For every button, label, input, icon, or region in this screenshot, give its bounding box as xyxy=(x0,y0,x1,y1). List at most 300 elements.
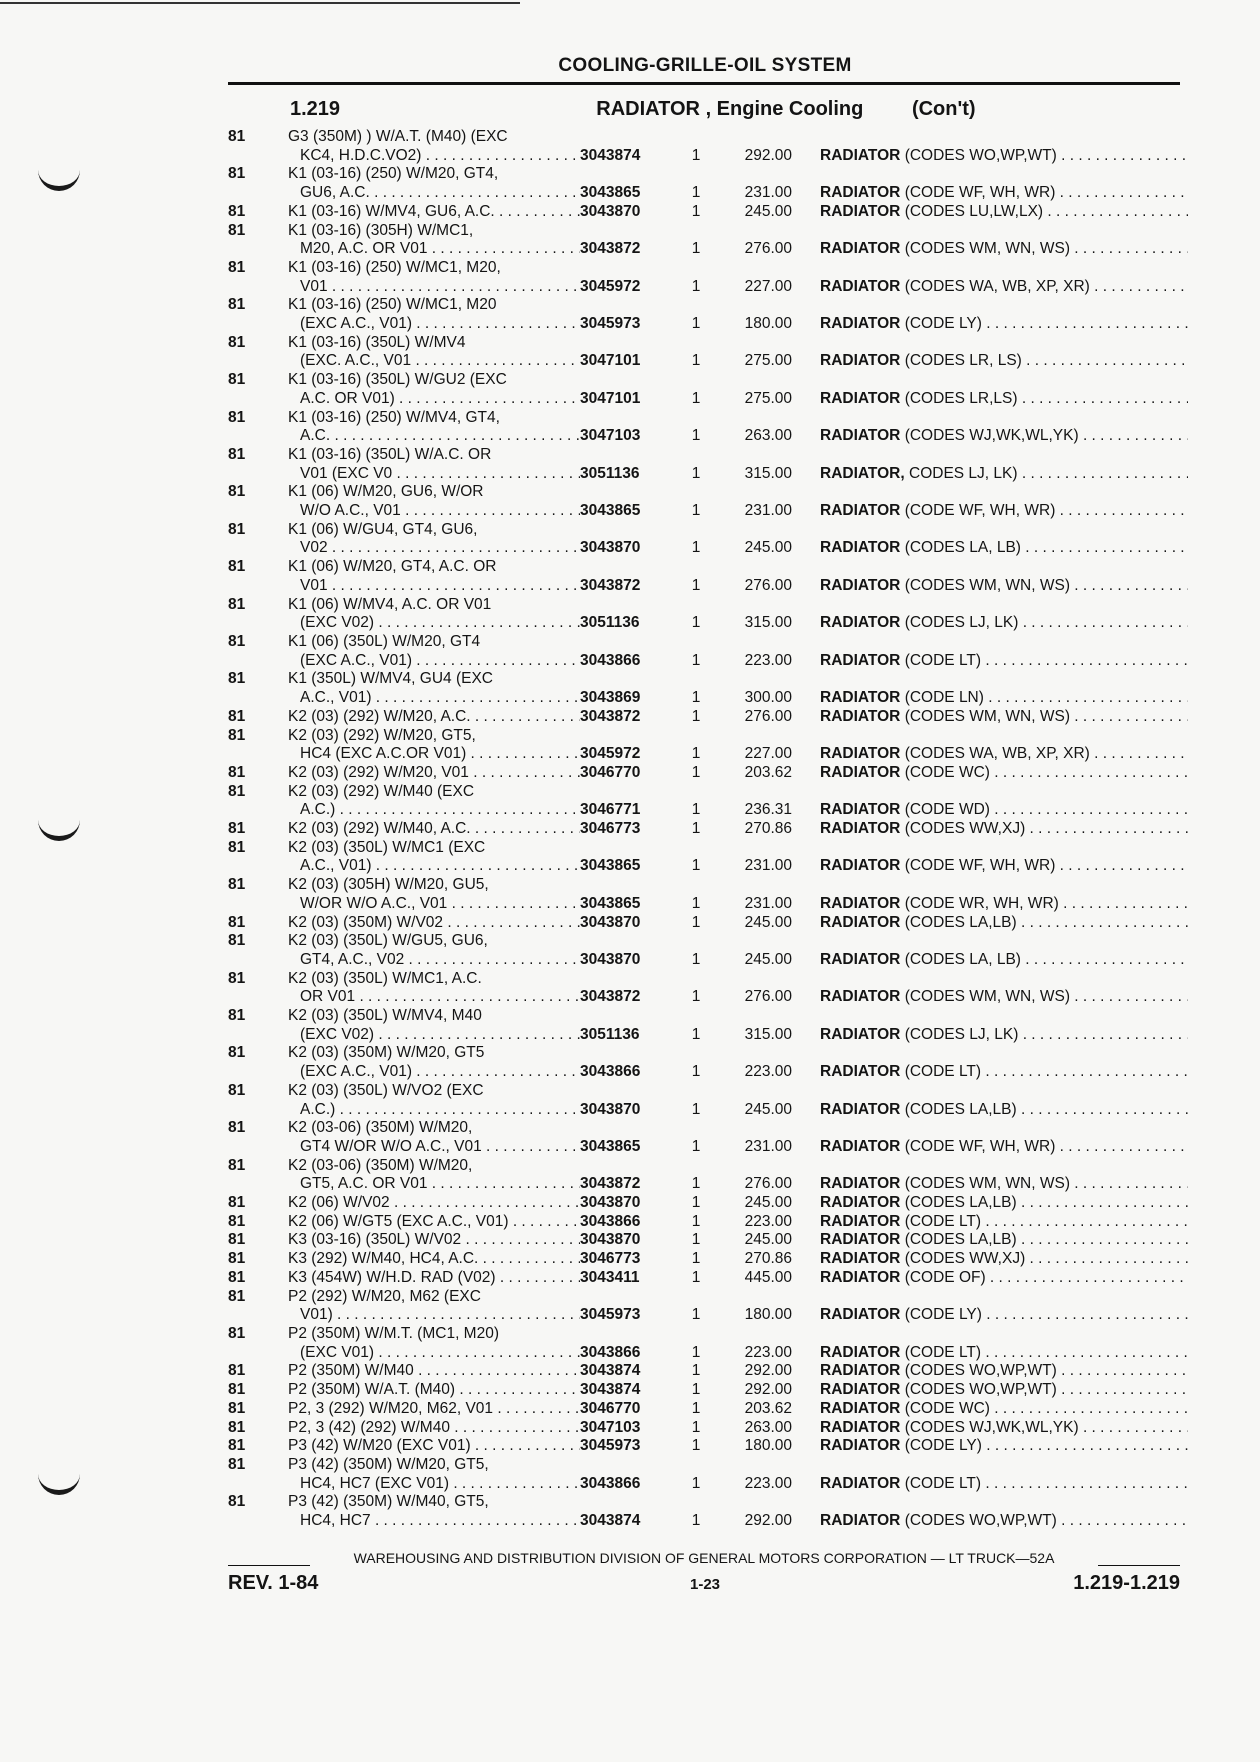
description-line: K2 (03) (350M) W/V02 . . . xyxy=(288,914,580,933)
item-name xyxy=(820,240,1188,259)
description-line: M20, A.C. OR V01 . . . xyxy=(288,240,580,259)
usage-description xyxy=(288,558,580,595)
price: 236.31 xyxy=(744,801,792,819)
group-number: 81 xyxy=(228,763,246,781)
usage-description xyxy=(288,764,580,783)
parts-list-row xyxy=(220,558,1190,595)
usage-description xyxy=(288,1231,580,1250)
item-codes: (CODE LT) xyxy=(904,1063,982,1081)
description-line: K1 (06) W/MV4, A.C. OR V01 xyxy=(288,595,492,613)
group-number: 81 xyxy=(228,221,246,239)
price: 231.00 xyxy=(744,502,792,520)
description-line: K1 (03-16) (350L) W/MV4 xyxy=(288,333,466,351)
group-number: 81 xyxy=(228,1194,246,1212)
price: 245.00 xyxy=(744,1100,792,1118)
parts-list-row xyxy=(220,727,1190,764)
parts-list-row xyxy=(220,1231,1190,1250)
group-number: 81 xyxy=(228,1156,246,1174)
usage-description xyxy=(288,521,580,558)
description-line: (EXC V01) . . . xyxy=(288,1344,580,1363)
item-codes: (CODES LJ, LK) xyxy=(904,1025,1019,1043)
description-line: K1 (03-16) (350L) W/A.C. OR xyxy=(288,445,492,463)
usage-description xyxy=(288,371,580,408)
description-line: V02 . . . xyxy=(288,539,580,558)
price: 245.00 xyxy=(744,202,792,220)
item-label: RADIATOR xyxy=(820,1025,901,1043)
description-line: W/OR W/O A.C., V01 . . . xyxy=(288,895,580,914)
usage-description xyxy=(288,783,580,820)
section-name: RADIATOR xyxy=(596,98,700,120)
item-name xyxy=(820,502,1188,521)
part-number: 3043872 xyxy=(580,707,641,725)
price: 300.00 xyxy=(744,689,792,707)
description-line: K2 (03) (292) W/M40 (EXC xyxy=(288,782,475,800)
item-label: RADIATOR xyxy=(820,240,901,258)
description-line: A.C., V01) . . . xyxy=(288,857,580,876)
item-label: RADIATOR xyxy=(820,801,901,819)
usage-description xyxy=(288,596,580,633)
item-label: RADIATOR xyxy=(820,988,901,1006)
item-label: RADIATOR xyxy=(820,1437,901,1455)
usage-description xyxy=(288,128,580,165)
parts-list-row xyxy=(220,128,1190,165)
item-label: RADIATOR xyxy=(820,1343,901,1361)
quantity: 1 xyxy=(691,894,701,912)
item-label: RADIATOR, xyxy=(820,464,905,482)
item-codes: (CODES LA,LB) xyxy=(904,913,1017,931)
group-number: 81 xyxy=(228,1212,246,1230)
usage-description xyxy=(288,203,580,222)
item-label: RADIATOR xyxy=(820,1100,901,1118)
section-continued: (Con't) xyxy=(911,98,976,120)
item-codes: (CODE WF, WH, WR) xyxy=(904,857,1056,875)
group-number: 81 xyxy=(228,1493,246,1511)
item-name xyxy=(820,1194,1188,1213)
part-number: 3043865 xyxy=(580,502,641,520)
item-codes: (CODE LY) xyxy=(904,1306,982,1324)
quantity: 1 xyxy=(691,389,701,407)
item-name xyxy=(820,708,1188,727)
item-name xyxy=(820,914,1188,933)
description-line: K2 (03) (350L) W/GU5, GU6, xyxy=(288,932,488,950)
item-codes: (CODES LA, LB) xyxy=(904,950,1021,968)
usage-description xyxy=(288,1119,580,1156)
item-codes: (CODES WM, WN, WS) xyxy=(904,988,1070,1006)
description-line: HC4 (EXC A.C.OR V01) . . . xyxy=(288,745,580,764)
quantity: 1 xyxy=(691,464,701,482)
item-codes: (CODES LA,LB) xyxy=(904,1194,1017,1212)
item-codes: (CODES WO,WP,WT) xyxy=(904,1512,1057,1530)
item-label: RADIATOR xyxy=(820,913,901,931)
price: 276.00 xyxy=(744,988,792,1006)
quantity: 1 xyxy=(691,1399,701,1417)
quantity: 1 xyxy=(691,202,701,220)
usage-description xyxy=(288,259,580,296)
description-line: P3 (42) W/M20 (EXC V01) . . . xyxy=(288,1437,580,1456)
usage-description xyxy=(288,1400,580,1419)
quantity: 1 xyxy=(691,1231,701,1249)
part-number: 3046770 xyxy=(580,1399,641,1417)
description-line: K2 (03) (350L) W/MV4, M40 xyxy=(288,1007,482,1025)
description-line: P2, 3 (42) (292) W/M40 . . . xyxy=(288,1419,580,1438)
usage-description xyxy=(288,1493,580,1530)
description-line: OR V01 . . . xyxy=(288,988,580,1007)
price: 275.00 xyxy=(744,389,792,407)
part-number: 3047101 xyxy=(580,352,641,370)
item-name xyxy=(820,857,1188,876)
item-name xyxy=(820,1381,1188,1400)
part-number: 3046770 xyxy=(580,763,641,781)
price: 245.00 xyxy=(744,913,792,931)
quantity: 1 xyxy=(691,689,701,707)
parts-list-row xyxy=(220,876,1190,913)
item-name xyxy=(820,1475,1188,1494)
usage-description xyxy=(288,839,580,876)
item-label: RADIATOR xyxy=(820,651,901,669)
parts-list-row xyxy=(220,1437,1190,1456)
group-number: 81 xyxy=(228,1044,246,1062)
item-name xyxy=(820,1419,1188,1438)
group-number: 81 xyxy=(228,520,246,538)
description-line: (EXC V02) . . . xyxy=(288,614,580,633)
item-label: RADIATOR xyxy=(820,707,901,725)
description-line: P3 (42) (350M) W/M40, GT5, xyxy=(288,1493,489,1511)
description-line: K3 (454W) W/H.D. RAD (V02) . . . xyxy=(288,1269,580,1288)
price: 231.00 xyxy=(744,894,792,912)
item-name xyxy=(820,352,1188,371)
price: 223.00 xyxy=(744,1474,792,1492)
item-name xyxy=(820,539,1188,558)
quantity: 1 xyxy=(691,184,701,202)
price: 292.00 xyxy=(744,1381,792,1399)
group-number: 81 xyxy=(228,445,246,463)
part-number: 3043870 xyxy=(580,913,641,931)
item-name xyxy=(820,203,1188,222)
item-codes: (CODE LY) xyxy=(904,1437,982,1455)
price: 445.00 xyxy=(744,1268,792,1286)
item-label: RADIATOR xyxy=(820,1250,901,1268)
parts-list-row xyxy=(220,970,1190,1007)
description-line: K2 (03) (350L) W/VO2 (EXC xyxy=(288,1081,484,1099)
description-line: K2 (03) (350L) W/MC1, A.C. xyxy=(288,969,482,987)
parts-list-row xyxy=(220,1419,1190,1438)
quantity: 1 xyxy=(691,1418,701,1436)
parts-list-row xyxy=(220,1082,1190,1119)
parts-list-row xyxy=(220,334,1190,371)
part-number: 3043866 xyxy=(580,1343,641,1361)
usage-description xyxy=(288,914,580,933)
item-name xyxy=(820,1063,1188,1082)
item-label: RADIATOR xyxy=(820,502,901,520)
parts-list-row xyxy=(220,1493,1190,1530)
part-number: 3043866 xyxy=(580,1063,641,1081)
item-codes: (CODES LJ, LK) xyxy=(904,614,1019,632)
group-number: 81 xyxy=(228,1437,246,1455)
group-number: 81 xyxy=(228,1325,246,1342)
item-codes: (CODE WF, WH, WR) xyxy=(904,502,1056,520)
item-label: RADIATOR xyxy=(820,277,901,295)
parts-list-row xyxy=(220,1044,1190,1081)
part-number: 3043874 xyxy=(580,146,641,164)
description-line: K1 (03-16) (350L) W/GU2 (EXC xyxy=(288,371,507,389)
usage-description xyxy=(288,1007,580,1044)
part-number: 3043870 xyxy=(580,950,641,968)
quantity: 1 xyxy=(691,1137,701,1155)
description-line: K2 (03) (350L) W/MC1 (EXC xyxy=(288,838,486,856)
parts-list-row xyxy=(220,1194,1190,1213)
quantity: 1 xyxy=(691,651,701,669)
description-line: V01 . . . xyxy=(288,278,580,297)
part-number: 3043870 xyxy=(580,1231,641,1249)
part-number: 3043865 xyxy=(580,857,641,875)
group-number: 81 xyxy=(228,1119,246,1137)
parts-list-row xyxy=(220,1007,1190,1044)
part-number: 3046773 xyxy=(580,820,641,838)
parts-list-row xyxy=(220,783,1190,820)
item-label: RADIATOR xyxy=(820,146,901,164)
item-label: RADIATOR xyxy=(820,1306,901,1324)
parts-list-row xyxy=(220,371,1190,408)
usage-description xyxy=(288,1213,580,1232)
item-label: RADIATOR xyxy=(820,1212,901,1230)
description-line: P2 (350M) W/A.T. (M40) . . . xyxy=(288,1381,580,1400)
price: 223.00 xyxy=(744,1212,792,1230)
description-line: P3 (42) (350M) W/M20, GT5, xyxy=(288,1455,489,1473)
binder-hole-mark xyxy=(38,808,80,841)
group-number: 81 xyxy=(228,258,246,276)
quantity: 1 xyxy=(691,240,701,258)
quantity: 1 xyxy=(691,1194,701,1212)
header-rule xyxy=(228,82,1180,85)
usage-description xyxy=(288,670,580,707)
description-line: A.C. OR V01) . . . xyxy=(288,390,580,409)
item-codes: (CODES LA,LB) xyxy=(904,1231,1017,1249)
parts-list-row xyxy=(220,596,1190,633)
description-line: HC4, HC7 . . . xyxy=(288,1512,580,1531)
price: 263.00 xyxy=(744,427,792,445)
price: 315.00 xyxy=(744,1025,792,1043)
price: 292.00 xyxy=(744,146,792,164)
group-number: 81 xyxy=(228,595,246,613)
item-codes: (CODES WA, WB, XP, XR) xyxy=(904,277,1090,295)
part-number: 3045972 xyxy=(580,745,641,763)
part-number: 3043874 xyxy=(580,1381,641,1399)
item-codes: (CODES LA, LB) xyxy=(904,539,1021,557)
group-number: 81 xyxy=(228,1362,246,1380)
item-name xyxy=(820,1250,1188,1269)
description-line: K1 (03-16) W/MV4, GU6, A.C. . . . xyxy=(288,203,580,222)
description-line: A.C., V01) . . . xyxy=(288,689,580,708)
quantity: 1 xyxy=(691,1381,701,1399)
item-name xyxy=(820,764,1188,783)
quantity: 1 xyxy=(691,820,701,838)
price: 203.62 xyxy=(744,1399,792,1417)
group-number: 81 xyxy=(228,165,246,183)
part-number: 3045973 xyxy=(580,315,641,333)
description-line: A.C.) . . . xyxy=(288,1101,580,1120)
item-codes: (CODE LT) xyxy=(904,651,982,669)
item-codes: CODES LJ, LK) xyxy=(909,464,1018,482)
description-line: K1 (03-16) (250) W/MC1, M20, xyxy=(288,258,501,276)
price: 203.62 xyxy=(744,763,792,781)
section-subtitle: , Engine Cooling xyxy=(705,98,864,120)
description-line: K2 (06) W/GT5 (EXC A.C., V01) . . . xyxy=(288,1213,580,1232)
item-name xyxy=(820,1101,1188,1120)
parts-list-row xyxy=(220,839,1190,876)
item-codes: (CODES WO,WP,WT) xyxy=(904,1362,1057,1380)
group-number: 81 xyxy=(228,969,246,987)
usage-description xyxy=(288,1437,580,1456)
price: 270.86 xyxy=(744,820,792,838)
price: 276.00 xyxy=(744,240,792,258)
item-label: RADIATOR xyxy=(820,389,901,407)
part-number: 3043872 xyxy=(580,988,641,1006)
description-line: K2 (03) (292) W/M20, GT5, xyxy=(288,726,476,744)
item-codes: (CODES WM, WN, WS) xyxy=(904,240,1070,258)
item-label: RADIATOR xyxy=(820,352,901,370)
description-line: K2 (03) (292) W/M40, A.C. . . . xyxy=(288,820,580,839)
description-line: (EXC A.C., V01) . . . xyxy=(288,652,580,671)
quantity: 1 xyxy=(691,1474,701,1492)
parts-list-row xyxy=(220,914,1190,933)
price: 180.00 xyxy=(744,1437,792,1455)
price: 223.00 xyxy=(744,1343,792,1361)
description-line: K1 (06) W/GU4, GT4, GU6, xyxy=(288,520,478,538)
description-line: (EXC A.C., V01) . . . xyxy=(288,1063,580,1082)
quantity: 1 xyxy=(691,1268,701,1286)
quantity: 1 xyxy=(691,315,701,333)
item-label: RADIATOR xyxy=(820,1512,901,1530)
parts-list-row xyxy=(220,1119,1190,1156)
description-line: V01 (EXC V0 . . . xyxy=(288,465,580,484)
group-number: 81 xyxy=(228,1455,246,1473)
item-name xyxy=(820,465,1188,484)
description-line: K1 (03-16) (250) W/MC1, M20 xyxy=(288,296,497,314)
binder-hole-mark xyxy=(38,158,80,191)
quantity: 1 xyxy=(691,539,701,557)
price: 223.00 xyxy=(744,651,792,669)
item-codes: (CODE WF, WH, WR) xyxy=(904,1137,1056,1155)
group-number: 81 xyxy=(228,913,246,931)
description-line: K3 (03-16) (350L) W/V02 . . . xyxy=(288,1231,580,1250)
item-label: RADIATOR xyxy=(820,576,901,594)
parts-list-row xyxy=(220,1288,1190,1325)
description-line: A.C. . . . xyxy=(288,427,580,446)
part-number: 3043872 xyxy=(580,576,641,594)
page-top-edge xyxy=(0,2,520,4)
item-name xyxy=(820,745,1188,764)
description-line: K1 (03-16) (250) W/M20, GT4, xyxy=(288,165,499,183)
description-line: (EXC A.C., V01) . . . xyxy=(288,315,580,334)
part-number: 3045973 xyxy=(580,1437,641,1455)
item-name xyxy=(820,1362,1188,1381)
group-number: 81 xyxy=(228,483,246,501)
parts-list-row xyxy=(220,259,1190,296)
description-line: (EXC V02) . . . xyxy=(288,1026,580,1045)
item-label: RADIATOR xyxy=(820,1474,901,1492)
usage-description xyxy=(288,1419,580,1438)
group-number: 81 xyxy=(228,558,246,576)
item-label: RADIATOR xyxy=(820,315,901,333)
item-label: RADIATOR xyxy=(820,427,901,445)
group-number: 81 xyxy=(228,932,246,950)
item-codes: (CODES WM, WN, WS) xyxy=(904,707,1070,725)
description-line: V01 . . . xyxy=(288,577,580,596)
price: 315.00 xyxy=(744,614,792,632)
quantity: 1 xyxy=(691,1362,701,1380)
item-name xyxy=(820,689,1188,708)
item-name xyxy=(820,801,1188,820)
item-codes: (CODES WM, WN, WS) xyxy=(904,576,1070,594)
item-name xyxy=(820,1026,1188,1045)
usage-description xyxy=(288,1250,580,1269)
quantity: 1 xyxy=(691,1343,701,1361)
description-line: GT4 W/OR W/O A.C., V01 . . . xyxy=(288,1138,580,1157)
usage-description xyxy=(288,820,580,839)
part-number: 3047103 xyxy=(580,427,641,445)
item-codes: (CODE LY) xyxy=(904,315,982,333)
usage-description xyxy=(288,1157,580,1194)
item-name xyxy=(820,184,1188,203)
price: 276.00 xyxy=(744,1175,792,1193)
price: 263.00 xyxy=(744,1418,792,1436)
item-name xyxy=(820,1437,1188,1456)
parts-list-row xyxy=(220,670,1190,707)
description-line: K1 (03-16) (250) W/MV4, GT4, xyxy=(288,408,500,426)
description-line: K2 (03) (292) W/M20, A.C. . . . xyxy=(288,708,580,727)
item-name xyxy=(820,1213,1188,1232)
section-heading xyxy=(290,98,976,121)
item-codes: (CODE WC) xyxy=(904,763,990,781)
part-number: 3043866 xyxy=(580,1474,641,1492)
part-number: 3043865 xyxy=(580,184,641,202)
price: 292.00 xyxy=(744,1362,792,1380)
item-name xyxy=(820,1512,1188,1531)
usage-description xyxy=(288,1456,580,1493)
item-name xyxy=(820,988,1188,1007)
part-number: 3046771 xyxy=(580,801,641,819)
price: 180.00 xyxy=(744,1306,792,1324)
group-number: 81 xyxy=(228,670,246,688)
parts-list-row xyxy=(220,1456,1190,1493)
description-line: K2 (03) (350M) W/M20, GT5 xyxy=(288,1044,485,1062)
item-codes: (CODES WJ,WK,WL,YK) xyxy=(904,1418,1079,1436)
part-number: 3045973 xyxy=(580,1306,641,1324)
item-name xyxy=(820,1175,1188,1194)
description-line: K1 (06) W/M20, GU6, W/OR xyxy=(288,483,484,501)
usage-description xyxy=(288,1044,580,1081)
item-name xyxy=(820,895,1188,914)
quantity: 1 xyxy=(691,950,701,968)
description-line: K2 (03-06) (350M) W/M20, xyxy=(288,1119,473,1137)
quantity: 1 xyxy=(691,614,701,632)
usage-description xyxy=(288,446,580,483)
part-number: 3046773 xyxy=(580,1250,641,1268)
item-label: RADIATOR xyxy=(820,1194,901,1212)
usage-description xyxy=(288,876,580,913)
price: 227.00 xyxy=(744,745,792,763)
price: 245.00 xyxy=(744,950,792,968)
quantity: 1 xyxy=(691,857,701,875)
item-codes: (CODES WO,WP,WT) xyxy=(904,1381,1057,1399)
group-number: 81 xyxy=(228,333,246,351)
usage-description xyxy=(288,1381,580,1400)
description-line: A.C.) . . . xyxy=(288,801,580,820)
quantity: 1 xyxy=(691,1512,701,1530)
group-number: 81 xyxy=(228,1399,246,1417)
description-line: P2, 3 (292) W/M20, M62, V01 . . . xyxy=(288,1400,580,1419)
price: 180.00 xyxy=(744,315,792,333)
